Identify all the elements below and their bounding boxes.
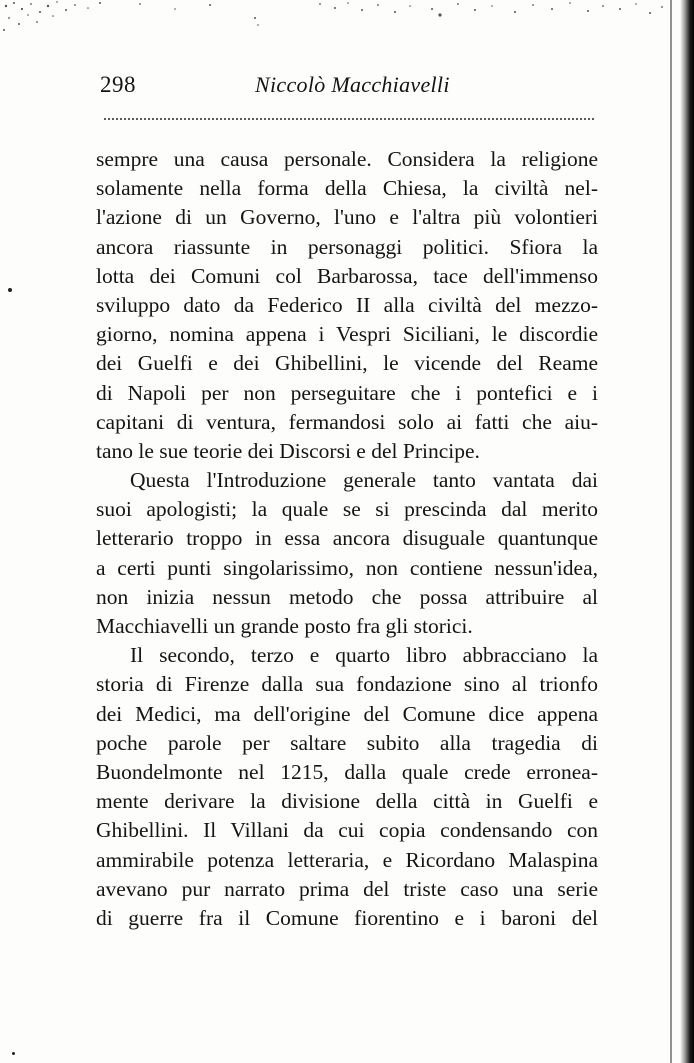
paragraph-3 [96,641,598,933]
running-head [100,72,600,106]
text-line: di guerre fra il Comune fiorentino e i baroni del [96,905,598,930]
text-line: Macchiavelli un grande posto fra gli storici. [96,614,473,638]
text-line: ammirabile potenza letteraria, e Ricordano Malaspina [96,847,598,872]
ink-speck [8,288,12,292]
ink-speck [12,1052,15,1055]
header-rule [104,118,594,120]
text-line: l'azione di un Governo, l'uno e l'altra più volontieri [96,205,598,230]
text-line: capitani di ventura, fermandosi solo ai fatti che aiu- [96,409,598,434]
text-line: storia di Firenze dalla sua fondazione sino al trionfo [96,672,598,697]
text-line: Buondelmonte nel 1215, dalla quale crede erronea- [96,759,598,784]
text-line: sviluppo dato da Federico II alla civiltà del mezzo- [96,292,598,317]
text-line: solamente nella forma della Chiesa, la civiltà nel- [96,176,598,201]
text-line: ancora riassunte in personaggi politici. Sfiora la [96,234,598,259]
binding-shadow-line [670,0,672,1063]
text-line: tano le sue teorie dei Discorsi e del Principe. [96,438,480,463]
text-line: Ghibellini. Il Villani da cui copia condensando con [96,818,598,843]
text-line: dei Medici, ma dell'origine del Comune dice appena [96,701,598,726]
text-line: lotta dei Comuni col Barbarossa, tace dell'immenso [96,263,598,288]
text-line: dei Guelfi e dei Ghibellini, le vicende del Reame [96,351,598,376]
running-title: Niccolò Macchiavelli [255,72,450,97]
text-line: sempre una causa personale. Considera la religione [96,147,598,171]
text-line: suoi apologisti; la quale se si prescinda dal merito [96,497,598,522]
paragraph-2 [96,466,598,641]
text-line: Il secondo, terzo e quarto libro abbracciano la [130,643,598,668]
text-line: mente derivare la divisione della città in Guelfi e [96,789,598,814]
scan-noise-top [0,0,694,40]
text-line: avevano pur narrato prima del triste caso una serie [96,876,598,901]
text-line: letterario troppo in essa ancora disuguale quantunque [96,526,598,551]
page-number: 298 [100,72,136,97]
text-line: non inizia nessun metodo che possa attribuire al [96,584,598,609]
text-line: di Napoli per non perseguitare che i pontefici e i [96,380,598,405]
binding-edge [680,0,694,1063]
text-line: Questa l'Introduzione generale tanto vantata dai [130,468,598,493]
body-text [96,145,598,933]
text-line: giorno, nomina appena i Vespri Siciliani, le discordie [96,322,598,347]
text-line: a certi punti singolarissimo, non contiene nessun'idea, [96,555,598,580]
text-line: poche parole per saltare subito alla tragedia di [96,730,598,755]
paragraph-1 [96,145,598,466]
